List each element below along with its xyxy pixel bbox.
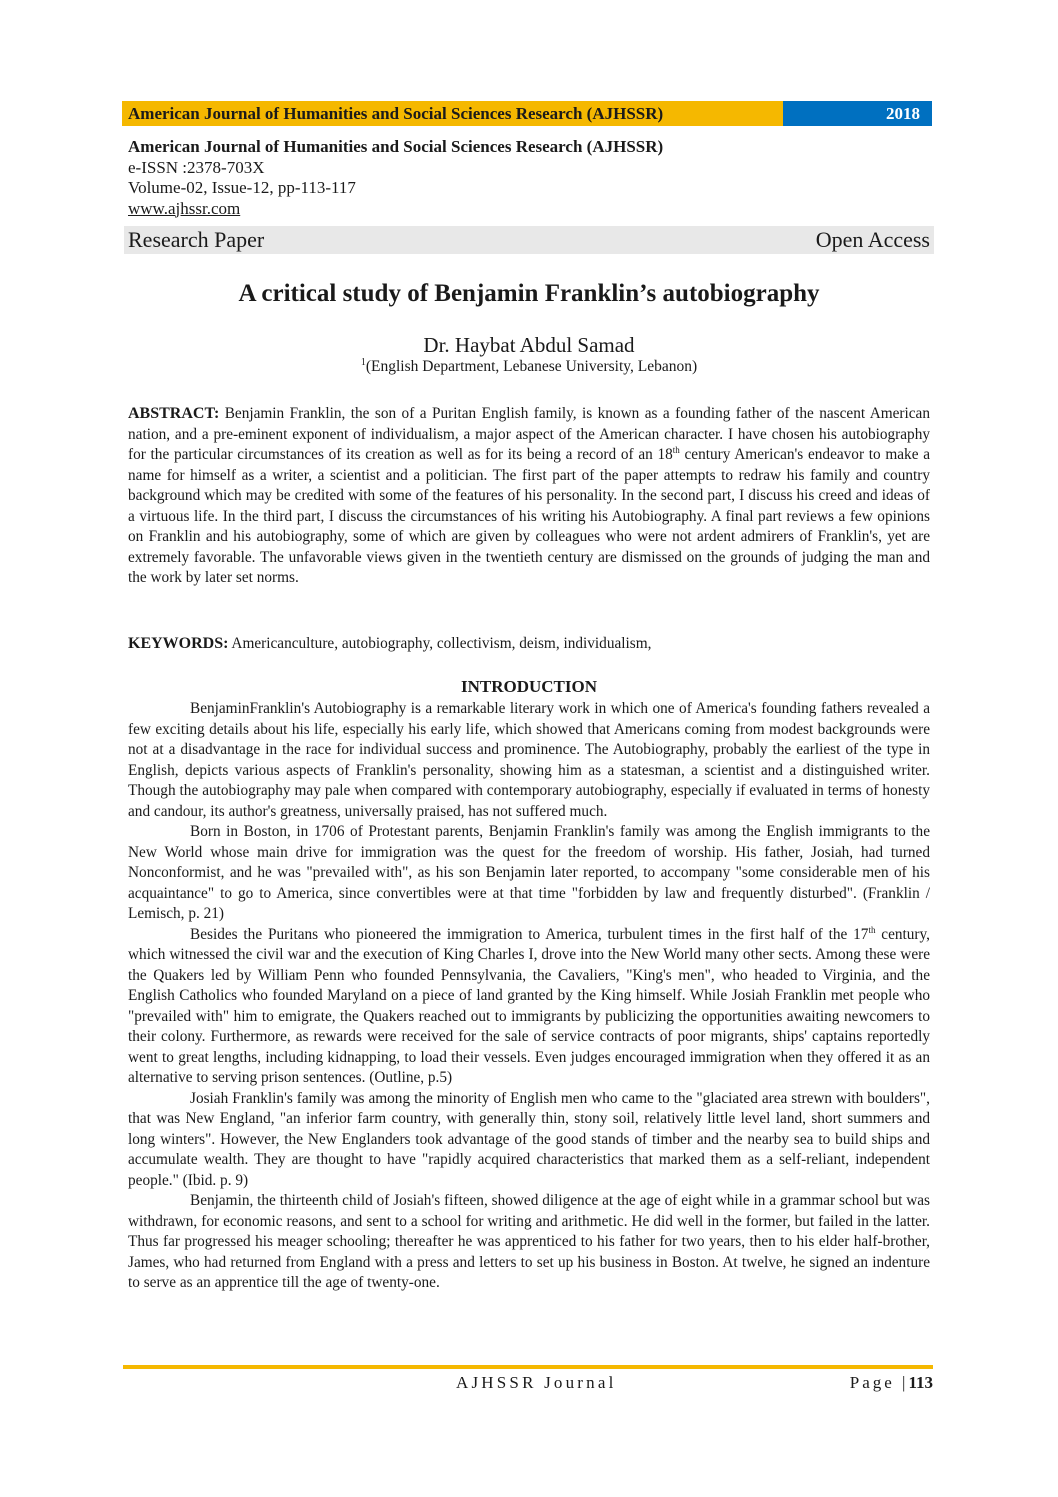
footer-journal: AJHSSR Journal — [456, 1373, 617, 1392]
article-type: Research Paper — [128, 227, 265, 252]
keywords-text: Americanculture, autobiography, collectivism, deism, individualism, — [228, 635, 652, 652]
page-footer — [123, 1373, 933, 1397]
section-heading-introduction: INTRODUCTION — [460, 677, 598, 696]
abstract-text-1: Benjamin Franklin, the son of a Puritan English family, is known as a founding father of the nascent American nation, and a pre-eminent exponent of individualism, a major aspect of the American character. I have chosen his autobiography for the particular circumstances of its creation as well as for its being a record of an 18 — [128, 405, 930, 463]
volume-issue: Volume-02, Issue-12, pp-113-117 — [128, 178, 356, 197]
intro-p3-text-1: Besides the Puritans who pioneered the immigration to America, turbulent times in the first half of the 17 — [190, 925, 869, 943]
footer-divider — [123, 1365, 933, 1369]
author-affiliation — [0, 358, 1058, 376]
footer-page-label: Page | — [849, 1373, 909, 1392]
author-name: Dr. Haybat Abdul Samad — [423, 333, 635, 357]
abstract-text-2: century American's endeavor to make a name for himself as a writer, a scientist and a politician. The first part of the paper attempts to redraw his family and country background which may be credited with some of the features of his personality. In the second part, I discuss his creed and ideas of a virtuous life. In the third part, I discuss the circumstances of his writing his Autobiography. A final part reviews a few opinions on Franklin and his autobiography, some of which are given by colleagues who were not ardent admirers of Franklin's, yet are extremely favorable. The unfavorable views given in the twentieth century are dismissed on the grounds of judging the man and the work by later set norms. — [128, 446, 930, 586]
footer-page — [850, 1373, 933, 1393]
journal-website-link[interactable]: www.ajhssr.com — [128, 198, 241, 218]
journal-meta — [128, 137, 928, 219]
introduction-body — [128, 699, 930, 1294]
intro-paragraph-1: BenjaminFranklin's Autobiography is a remarkable literary work in which one of America's founding fathers revealed a few exciting details about his life, especially his early life, which showed that Americans coming from modest backgrounds were not at a disadvantage in the race for individual success and prominence. The Autobiography, probably the earliest of the type in English, depicts various aspects of Franklin's personality, showing him as a statesman, a scientist and a distinguished writer. Though the autobiography may pale when compared with contemporary autobiography, especially if evaluated in terms of honesty and candour, its author's greatness, universally praised, has not suffered much. — [128, 700, 930, 820]
keywords-label: KEYWORDS: — [128, 635, 229, 652]
issn: e-ISSN :2378-703X — [128, 157, 265, 177]
paper-title: A critical study of Benjamin Franklin’s autobiography — [238, 280, 820, 307]
affiliation-text: (English Department, Lebanese University, Lebanon) — [365, 358, 698, 375]
access-type: Open Access — [815, 227, 930, 252]
intro-paragraph-3 — [128, 925, 930, 1089]
affiliation-marker: 1 — [360, 356, 366, 368]
header-year: 2018 — [783, 101, 932, 126]
intro-p3-text-2: century, which witnessed the civil war and the execution of King Charles I, drove into the New World many other sects. Among these were the Quakers led by William Penn who founded Pennsylvania, the Cavaliers, "King's men", who headed to Virginia, and the English Catholics who founded Maryland on a piece of land granted by the King himself. While Josiah Franklin met people who "prevailed with" him to emigrate, the Quakers reached out to immigrants by publicizing the opportunities awaiting newcomers to their colony. Furthermore, as rewards were received for the sale of service contracts of poor migrants, ships' captains reportedly went to great lengths, including kidnapping, to load their vessels. Even judges encouraged immigration when they offered it as an alternative to serving prison sentences. (Outline, p.5) — [128, 925, 930, 1086]
abstract — [128, 404, 930, 589]
abstract-sup: th — [672, 444, 680, 455]
journal-name: American Journal of Humanities and Social Sciences Research (AJHSSR) — [128, 137, 664, 156]
abstract-label: ABSTRACT: — [128, 405, 220, 422]
keywords — [128, 634, 930, 655]
intro-paragraph-5: Benjamin, the thirteenth child of Josiah's fifteen, showed diligence at the age of eight while in a grammar school but was withdrawn, for economic reasons, and sent to a school for writing and arithmetic. He did well in the former, but failed in the latter. Thus far progressed his meager schooling; thereafter he was apprenticed to his father for two years, then to his elder half-brother, James, who had returned from England with a press and letters to set up his business in Boston. At twelve, he signed an indenture to serve as an apprentice till the age of twenty-one. — [128, 1192, 930, 1291]
intro-paragraph-4: Josiah Franklin's family was among the minority of English men who came to the "glaciated area strewn with boulders", that was New England, "an inferior farm country, with generally thin, stony soil, relatively little level land, short summers and long winters". However, the New Englanders took advantage of the good stands of timber and the nearby sea to build ships and accumulate wealth. They are thought to have "rapidly acquired characteristics that marked them as a self-reliant, independent people." (Ibid. p. 9) — [128, 1089, 930, 1189]
article-type-bar — [124, 226, 934, 254]
intro-p3-sup: th — [868, 924, 876, 935]
footer-page-number: 113 — [908, 1373, 933, 1392]
running-header — [122, 101, 932, 126]
header-journal-title: American Journal of Humanities and Social Sciences Research (AJHSSR) — [122, 101, 783, 126]
intro-paragraph-2: Born in Boston, in 1706 of Protestant parents, Benjamin Franklin's family was among the English immigrants to the New World whose main drive for immigration was the quest for the freedom of worship. His father, Josiah, had turned Nonconformist, and he was "prevailed with", as his son Benjamin later reported, to accompany "some considerable men of his acquaintance" to go to America, since convertibles were at that time "forbidden by law and frequently disturbed". (Franklin / Lemisch, p. 21) — [128, 823, 930, 922]
